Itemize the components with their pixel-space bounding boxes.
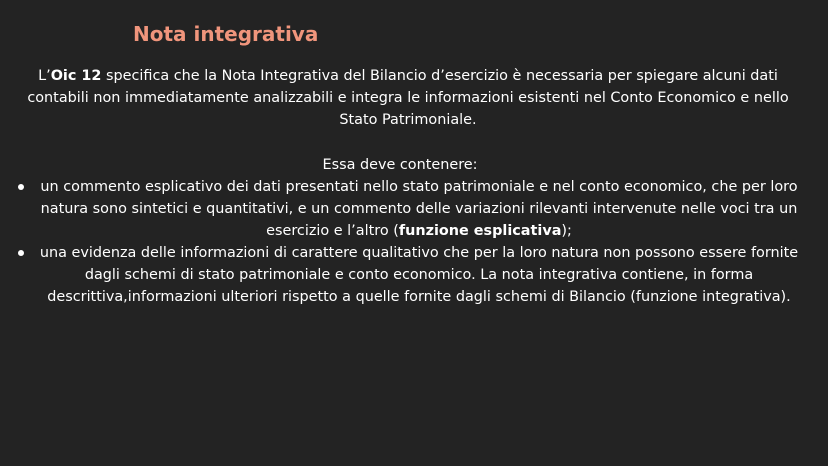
- intro-prefix: L’: [38, 68, 51, 84]
- bullet-text-after: );: [561, 223, 572, 239]
- bullet-text-before: un commento esplicativo dei dati presentati nello stato patrimoniale e nel conto economico, che per loro natura sono sintetici e quantitativi, e un commento delle variazioni rilevanti intervenute nelle voci tra un esercizio e l’altro (: [40, 179, 798, 239]
- intro-paragraph: [18, 65, 798, 131]
- lead-text: Essa deve contenere:: [322, 157, 478, 173]
- bullet-item-1: [14, 176, 804, 242]
- bullet-icon: [18, 184, 24, 190]
- bullet-item-2: [14, 242, 804, 308]
- bullet-bold-term: funzione esplicativa: [398, 223, 562, 239]
- bullet-icon: [18, 250, 24, 256]
- bullet-text: [40, 245, 798, 305]
- slide-title: Nota integrativa: [133, 22, 319, 46]
- bullet-list: [14, 176, 804, 308]
- bullet-text: [40, 179, 797, 239]
- bullet-text-before: una evidenza delle informazioni di carattere qualitativo che per la loro natura non possono essere fornite dagli schemi di stato patrimoniale e conto economico. La nota integrativa contiene, in forma descrittiva,informazioni ulteriori rispetto a quelle fornite dagli schemi di Bilancio (funzione integrativa).: [39, 245, 799, 305]
- intro-bold-term: Oic 12: [50, 68, 102, 84]
- intro-rest: specifica che la Nota Integrativa del Bilancio d’esercizio è necessaria per spiegare alcuni dati contabili non immediatamente analizzabili e integra le informazioni esistenti nel Conto Economico e nello Stato Patrimoniale.: [27, 68, 789, 128]
